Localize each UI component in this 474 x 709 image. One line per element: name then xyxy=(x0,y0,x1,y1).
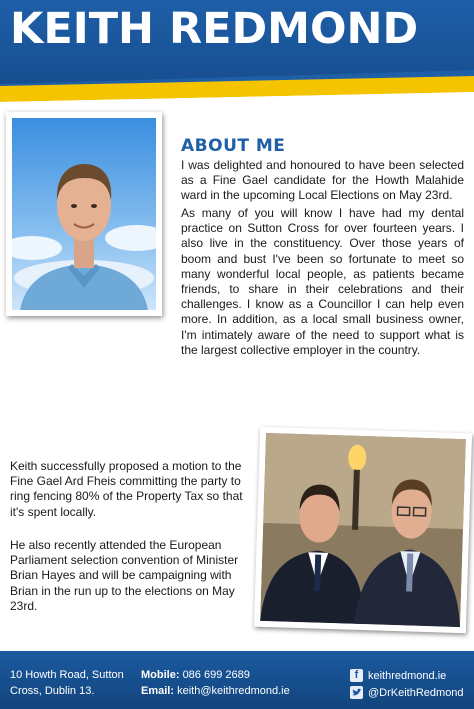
email-link[interactable]: keith@keithredmond.ie xyxy=(177,685,290,697)
twitter-icon xyxy=(350,686,363,699)
footer-address xyxy=(10,667,135,699)
email-label: Email: xyxy=(141,685,175,697)
portrait-photo xyxy=(6,112,162,316)
mobile-number: 086 699 2689 xyxy=(182,669,250,681)
header-stripe xyxy=(0,70,474,104)
footer-contact xyxy=(141,667,311,699)
footer-social xyxy=(350,667,470,701)
about-heading: ABOUT ME xyxy=(181,136,286,156)
address-line-1: 10 Howth Road, Sutton xyxy=(10,669,124,681)
facebook-icon: f xyxy=(350,669,363,682)
motion-paragraph: Keith successfully proposed a motion to the Fine Gael Ard Fheis committing the party to ring fencing 80% of the Property Tax so that it's spent locally. xyxy=(10,459,243,519)
address-line-2: Cross, Dublin 13. xyxy=(10,685,95,697)
about-paragraph-2: As many of you will know I have had my dental practice on Sutton Cross for over fourteen years. I also live in the constituency. Over those years of boom and bust I've been so fortunate to meet so many wonderful local people, as patients became friends, to share in their celebrations and their challenges. I know as a Councillor I can help even more. In addition, as a local small business owner, I'm intimately aware of the need to support what is the largest collective employer in the country. xyxy=(181,206,464,357)
facebook-link[interactable]: keithredmond.ie xyxy=(368,669,447,682)
campaign-paragraph: He also recently attended the European Parliament selection convention of Minister Brian Hayes and will be campaigning with Brian in the run up to the elections on May 23rd. xyxy=(10,538,239,613)
campaign-photo xyxy=(254,427,472,634)
page-title: KEITH REDMOND xyxy=(10,4,419,54)
about-paragraph-1: I was delighted and honoured to have been selected as a Fine Gael candidate for the Howth Malahide ward in the upcoming Local Elections on May 23rd. xyxy=(181,158,464,203)
mobile-label: Mobile: xyxy=(141,669,180,681)
footer-bar xyxy=(0,651,474,709)
twitter-link[interactable]: @DrKeithRedmond xyxy=(368,686,464,699)
